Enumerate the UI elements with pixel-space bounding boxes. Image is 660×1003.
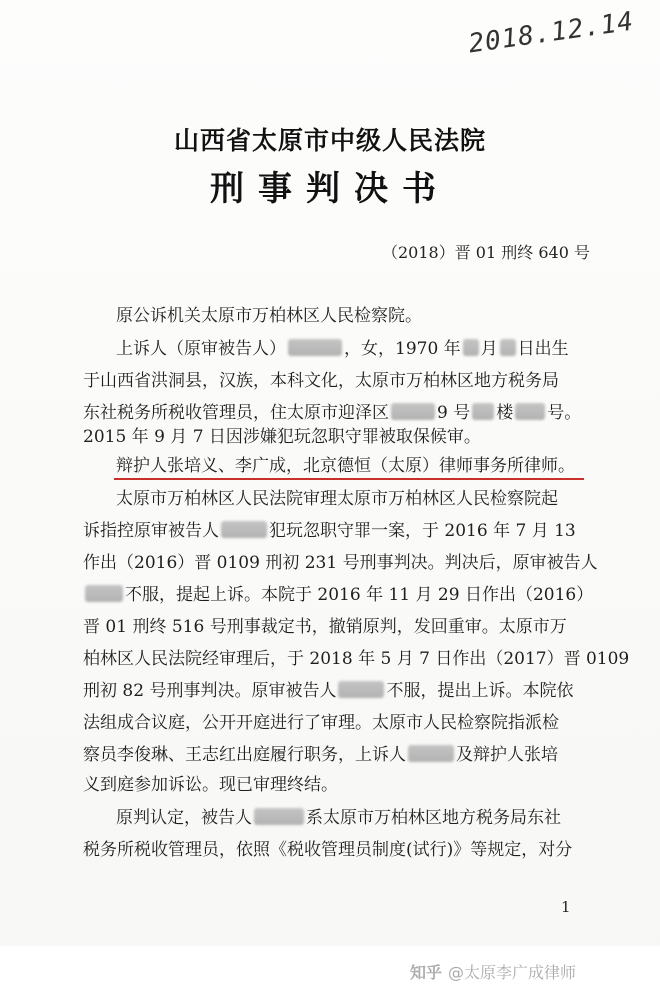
zhihu-logo: 知乎: [410, 963, 443, 982]
text-line: 原公诉机关太原市万柏林区人民检察院。: [116, 306, 422, 326]
text-line: 原判认定，被告人 系太原市万柏林区地方税务局东社: [116, 808, 561, 828]
redaction-blur: [515, 403, 545, 420]
redaction-blur: [85, 585, 123, 602]
redaction-blur: [221, 521, 267, 538]
redaction-blur: [254, 808, 304, 825]
text-line: 于山西省洪洞县，汉族，本科文化，太原市万柏林区地方税务局: [83, 371, 559, 391]
text-line: 刑初 82 号刑事判决。原审被告人 不服，提出上诉。本院依: [83, 681, 574, 701]
redaction-blur: [288, 339, 342, 356]
document-title: 刑事判决书: [210, 169, 450, 209]
redaction-blur: [472, 403, 494, 420]
red-underline: [114, 478, 584, 480]
text-line: 法组成合议庭，公开开庭进行了审理。太原市人民检察院指派检: [83, 713, 559, 733]
text-line-counsel: 辩护人张培义、李广成，北京德恒（太原）律师事务所律师。: [116, 456, 575, 476]
redaction-blur: [391, 403, 435, 420]
watermark: [410, 960, 576, 983]
redaction-blur: [500, 339, 516, 356]
text-line: 义到庭参加诉讼。现已审理终结。: [83, 775, 338, 795]
text-line: 不服，提起上诉。本院于 2016 年 11 月 29 日作出（2016）: [83, 583, 593, 607]
text-line: 税务所税收管理员，依照《税收管理员制度(试行)》等规定，对分: [83, 840, 573, 860]
redaction-blur: [338, 681, 384, 698]
text-line: 2015 年 9 月 7 日因涉嫌犯玩忽职守罪被取保候审。: [83, 427, 481, 447]
handwritten-date: 2018.12.14: [466, 6, 636, 60]
text-line: 上诉人（原审被告人） ，女，1970 年 月 日出生: [116, 339, 569, 359]
text-line: 东社税务所税收管理员，住太原市迎泽区 9 号 楼 号。: [83, 403, 582, 423]
text-line: 柏林区人民法院经审理后，于 2018 年 5 月 7 日作出（2017）晋 0109: [83, 649, 630, 669]
page-number: 1: [561, 898, 571, 916]
text-line: 诉指控原审被告人 犯玩忽职守罪一案，于 2016 年 7 月 13: [83, 521, 576, 541]
court-name: 山西省太原市中级人民法院: [173, 126, 486, 155]
text-line: 察员李俊琳、王志红出庭履行职务，上诉人 及辩护人张培: [83, 745, 558, 765]
text-line: 太原市万柏林区人民法院审理太原市万柏林区人民检察院起: [116, 489, 558, 509]
text-line: 作出（2016）晋 0109 刑初 231 号刑事判决。判决后，原审被告人: [83, 553, 598, 573]
text-line: 晋 01 刑终 516 号刑事裁定书，撤销原判，发回重审。太原市万: [83, 617, 567, 637]
redaction-blur: [463, 339, 479, 356]
redaction-blur: [408, 745, 454, 762]
watermark-handle: @太原李广成律师: [448, 963, 577, 982]
case-number: （2018）晋 01 刑终 640 号: [382, 243, 590, 262]
